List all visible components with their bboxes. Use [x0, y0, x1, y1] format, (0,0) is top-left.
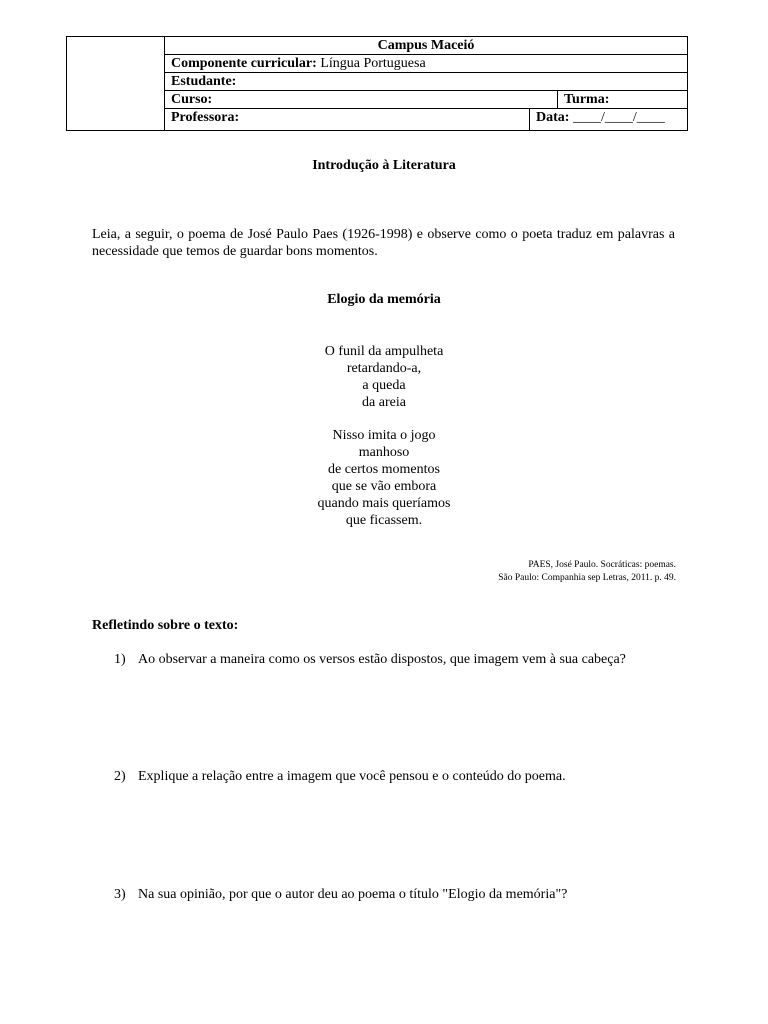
question-text: Ao observar a maneira como os versos estão dispostos, que imagem vem à sua cabeça? — [138, 652, 626, 667]
poem-stanza-1 — [0, 343, 768, 411]
question-3 — [114, 886, 675, 903]
intro-paragraph: Leia, a seguir, o poema de José Paulo Paes (1926-1998) e observe como o poeta traduz em palavras a necessidade que temos de guardar bons momentos. — [92, 227, 675, 259]
poem-line: de certos momentos — [328, 462, 440, 477]
professora-row — [165, 109, 687, 130]
question-2 — [114, 768, 675, 785]
question-number: 1) — [114, 652, 126, 667]
poem-line: retardando-a, — [346, 361, 422, 376]
poem-line: a queda — [362, 378, 406, 393]
question-text: Explique a relação entre a imagem que você pensou e o conteúdo do poema. — [138, 769, 566, 784]
poem-line: manhoso — [358, 445, 410, 460]
estudante-row — [165, 73, 687, 91]
question-1 — [114, 651, 675, 668]
data-cell — [529, 109, 687, 130]
logo-cell — [67, 37, 165, 130]
professora-label: Professora: — [171, 110, 240, 125]
poem-line: que se vão embora — [331, 479, 437, 494]
poem-title: Elogio da memória — [327, 292, 441, 307]
componente-label: Componente curricular: — [171, 56, 317, 71]
question-text: Na sua opinião, por que o autor deu ao poema o título "Elogio da memória"? — [138, 887, 568, 902]
poem-line: quando mais queríamos — [317, 496, 451, 511]
reflection-heading: Refletindo sobre o texto: — [92, 618, 239, 633]
poem-line: O funil da ampulheta — [324, 344, 444, 359]
turma-cell — [557, 91, 687, 108]
citation-line: São Paulo: Companhia sep Letras, 2011. p. 49. — [498, 573, 676, 583]
poem-line: que ficassem. — [345, 513, 423, 528]
componente-value: Língua Portuguesa — [320, 56, 426, 71]
page-title: Introdução à Literatura — [312, 158, 456, 173]
estudante-label: Estudante: — [171, 74, 237, 89]
poem-line: Nisso imita o jogo — [332, 428, 436, 443]
campus-name: Campus Maceió — [377, 38, 475, 53]
question-number: 2) — [114, 769, 126, 784]
citation-line: PAES, José Paulo. Socráticas: poemas. — [528, 560, 676, 570]
turma-label: Turma: — [564, 92, 610, 107]
citation — [498, 559, 676, 585]
poem-stanza-2 — [0, 427, 768, 529]
header-table — [66, 36, 688, 131]
campus-row — [165, 37, 687, 55]
question-number: 3) — [114, 887, 126, 902]
curso-row — [165, 91, 687, 109]
data-value: ____/____/____ — [572, 110, 665, 125]
componente-row — [165, 55, 687, 73]
curso-label: Curso: — [171, 92, 213, 107]
poem-line: da areia — [362, 395, 406, 410]
data-label: Data: — [536, 110, 570, 125]
